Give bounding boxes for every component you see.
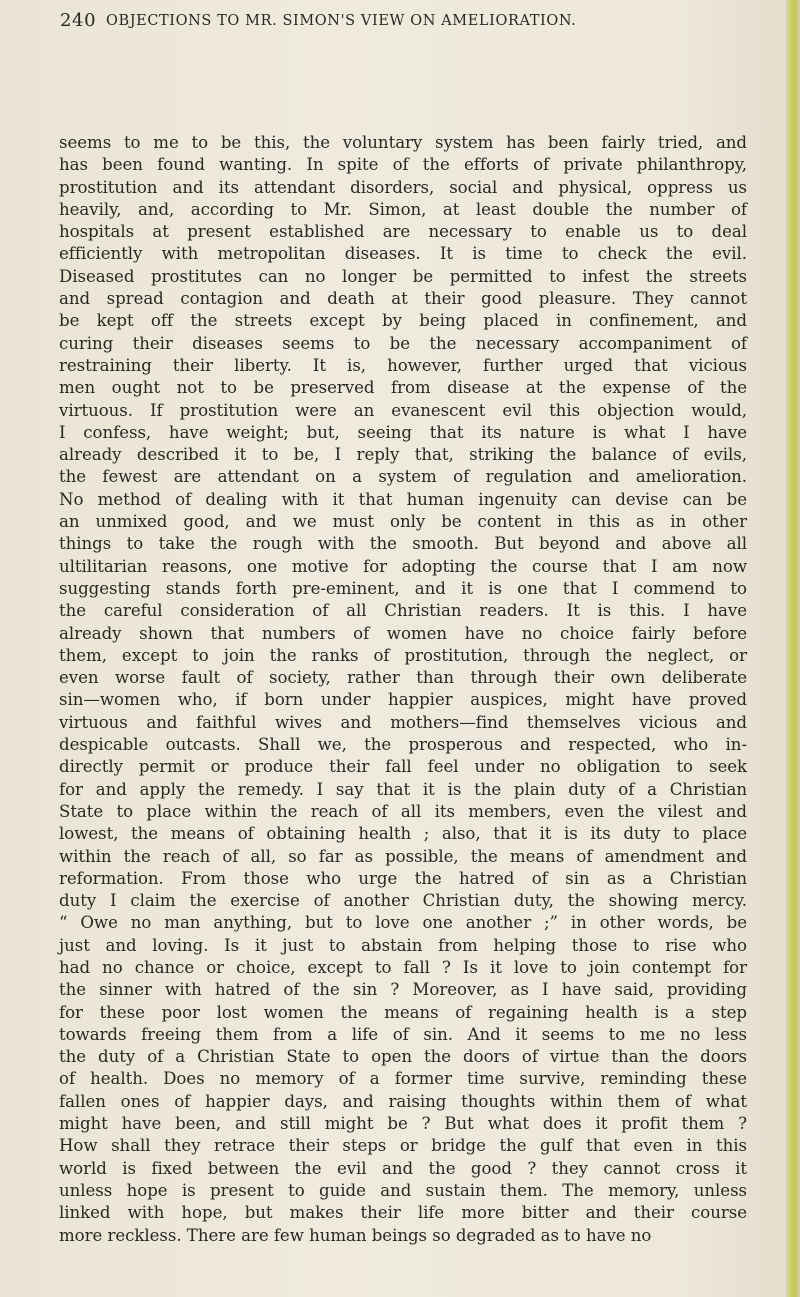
- text-line: sin—women who, if born under happier auspices, might have proved: [59, 690, 747, 710]
- text-line: directly permit or produce their fall feel under no obligation to seek: [59, 757, 747, 777]
- text-line: fallen ones of happier days, and raising thoughts within them of what: [59, 1091, 747, 1111]
- text-line: of health. Does no memory of a former time survive, reminding these: [59, 1069, 747, 1089]
- text-line: State to place within the reach of all its members, even the vilest and: [59, 801, 747, 821]
- text-line: lowest, the means of obtaining health ; also, that it is its duty to place: [59, 824, 747, 844]
- text-line: men ought not to be preserved from disease at the expense of the: [59, 378, 747, 398]
- text-line: No method of dealing with it that human ingenuity can devise can be: [59, 489, 747, 509]
- text-line: heavily, and, according to Mr. Simon, at least double the number of: [59, 199, 747, 219]
- text-line: the careful consideration of all Christian readers. It is this. I have: [59, 601, 747, 621]
- text-line: virtuous and faithful wives and mothers—find themselves vicious and: [59, 712, 747, 732]
- text-line: had no chance or choice, except to fall ? Is it love to join contempt for: [59, 957, 747, 977]
- page-number: 240: [60, 10, 97, 31]
- text-line: just and loving. Is it just to abstain from helping those to rise who: [59, 935, 747, 955]
- text-line: things to take the rough with the smooth. But beyond and above all: [59, 534, 747, 554]
- text-line: more reckless. There are few human beings so degraded as to have no: [59, 1225, 652, 1245]
- text-line: an unmixed good, and we must only be content in this as in other: [59, 512, 747, 532]
- text-line: them, except to join the ranks of prostitution, through the neglect, or: [59, 645, 747, 665]
- text-line: be kept off the streets except by being placed in confinement, and: [59, 311, 747, 331]
- text-line: duty I claim the exercise of another Christian duty, the showing mercy.: [59, 891, 747, 911]
- text-line: seems to me to be this, the voluntary system has been fairly tried, and: [59, 133, 747, 152]
- text-line: towards freeing them from a life of sin. And it seems to me no less: [59, 1024, 747, 1044]
- text-line: ultilitarian reasons, one motive for adopting the course that I am now: [59, 556, 747, 576]
- text-line: the sinner with hatred of the sin ? Moreover, as I have said, providing: [59, 980, 747, 1000]
- text-line: How shall they retrace their steps or bridge the gulf that even in this: [59, 1136, 747, 1156]
- text-line: Diseased prostitutes can no longer be permitted to infest the streets: [59, 266, 747, 286]
- text-line: already described it to be, I reply that, striking the balance of evils,: [59, 445, 747, 465]
- text-line: I confess, have weight; but, seeing that its nature is what I have: [59, 422, 747, 442]
- text-line: “ Owe no man anything, but to love one another ;” in other words, be: [59, 913, 747, 933]
- text-line: already shown that numbers of women have no choice fairly before: [59, 623, 747, 643]
- text-line: linked with hope, but makes their life more bitter and their course: [59, 1203, 747, 1223]
- running-head: [60, 10, 760, 36]
- text-line: and spread contagion and death at their good pleasure. They cannot: [59, 289, 747, 309]
- text-line: world is fixed between the evil and the good ? they cannot cross it: [59, 1158, 747, 1178]
- text-line: the duty of a Christian State to open the doors of virtue than the doors: [59, 1047, 747, 1067]
- text-line: suggesting stands forth pre-eminent, and it is one that I commend to: [59, 578, 747, 598]
- text-line: hospitals at present established are necessary to enable us to deal: [59, 222, 747, 242]
- text-line: reformation. From those who urge the hatred of sin as a Christian: [59, 868, 747, 888]
- text-line: curing their diseases seems to be the necessary accompaniment of: [59, 333, 747, 353]
- text-line: even worse fault of society, rather than through their own deliberate: [59, 668, 747, 688]
- text-line: might have been, and still might be ? But what does it profit them ?: [59, 1114, 747, 1134]
- text-line: virtuous. If prostitution were an evanescent evil this objection would,: [59, 400, 747, 420]
- text-line: efficiently with metropolitan diseases. It is time to check the evil.: [59, 244, 747, 264]
- text-line: for these poor lost women the means of regaining health is a step: [59, 1002, 747, 1022]
- text-line: despicable outcasts. Shall we, the prosperous and respected, who in-: [59, 735, 747, 755]
- body-text: [59, 132, 747, 1247]
- text-line: the fewest are attendant on a system of regulation and amelioration.: [59, 467, 747, 487]
- text-line: restraining their liberty. It is, however, further urged that vicious: [59, 355, 747, 375]
- text-line: prostitution and its attendant disorders, social and physical, oppress us: [59, 177, 747, 197]
- text-line: has been found wanting. In spite of the efforts of private philanthropy,: [59, 155, 747, 175]
- text-line: unless hope is present to guide and sustain them. The memory, unless: [59, 1180, 747, 1200]
- text-line: within the reach of all, so far as possible, the means of amendment and: [59, 846, 747, 866]
- text-line: for and apply the remedy. I say that it is the plain duty of a Christian: [59, 779, 747, 799]
- running-head-title: OBJECTIONS TO MR. SIMON'S VIEW ON AMELIORATION.: [106, 13, 577, 29]
- page-edge: [786, 0, 800, 1297]
